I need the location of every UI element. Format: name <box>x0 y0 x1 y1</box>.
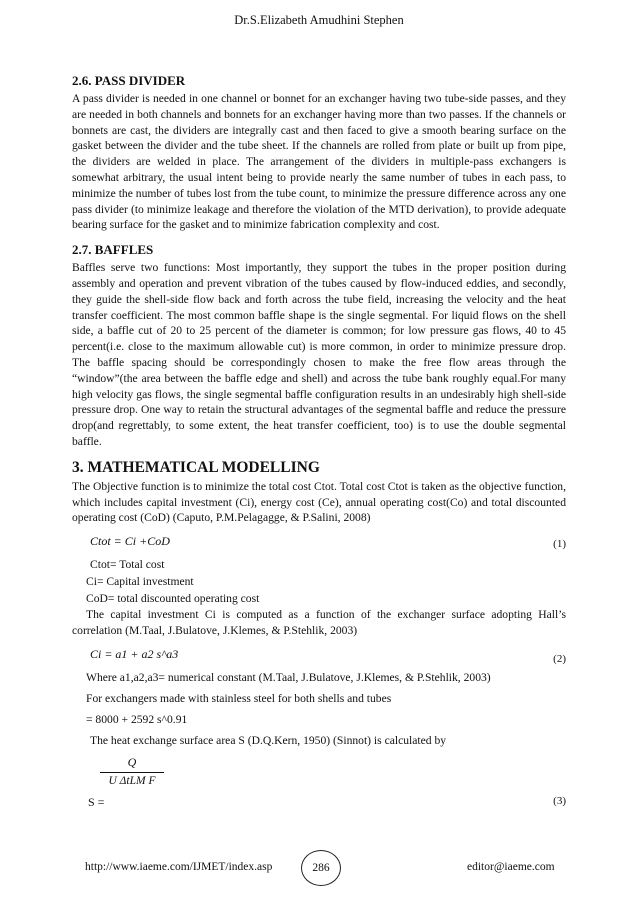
definition-total-cost: Ctot= Total cost <box>90 558 165 572</box>
equation-1-text: Ctot = Ci +CoD <box>90 534 170 549</box>
equation-1 <box>72 530 566 556</box>
section-2-7-body: Baffles serve two functions: Most importantly, they support the tubes in the proper position during assembly and operation and prevent vibration of the tubes caused by flow-induced eddies, and secondly, they guide the shell-side flow back and forth across the tube field, increasing the velocity and the heat transfer coefficient. The most common baffle shape is the single segmental. For liquid flows on the shell side, a baffle cut of 20 to 25 percent of the diameter is common; for low pressure gas flows, 40 to 45 percent(i.e. close to the maximum allowable cut) is more common, in order to minimize pressure drop. The baffle spacing should be correspondingly chosen to make the free flow areas through the “window”(the area between the baffle edge and shell) and across the tube bank roughly equal.For many high velocity gas flows, the single segmental baffle configuration results in an undesirably high shell-side pressure drop. One way to retain the structural advantages of the segmental baffle and reduce the pressure drop(and regrettably, to some extent, the heat transfer coefficient, too) is to use the double segmental baffle. <box>72 261 566 448</box>
where-constants-text: Where a1,a2,a3= numerical constant (M.Taal, J.Bulatove, J.Klemes, & P.Stehlik, 2003) <box>86 670 491 684</box>
definition-capital-investment: Ci= Capital investment <box>86 575 194 589</box>
equation-3-fraction <box>100 755 164 787</box>
stainless-steel-equation: = 8000 + 2592 s^0.91 <box>86 712 188 726</box>
capital-investment-text: The capital investment Ci is computed as a function of the exchanger surface adopting Hall’s correlation (M.Taal, J.Bulatove, J.Klemes, & P.Stehlik, 2003) <box>72 608 566 637</box>
surface-area-text: The heat exchange surface area S (D.Q.Kern, 1950) (Sinnot) is calculated by <box>90 733 447 747</box>
section-3-title: 3. MATHEMATICAL MODELLING <box>72 458 320 476</box>
page-content <box>72 72 566 813</box>
equation-3-numerator: Q <box>127 754 137 769</box>
stainless-steel-text: For exchangers made with stainless steel for both shells and tubes <box>86 691 392 705</box>
section-3-intro: The Objective function is to minimize the total cost Ctot. Total cost Ctot is taken as the objective function, which includes capital investment (Ci), energy cost (Ce), annual operating cost(Co) and total discounted operating cost (CoD) (Caputo, P.M.Pelagagge, & P.Salini, 2008) <box>72 479 566 525</box>
section-2-6-body: A pass divider is needed in one channel or bonnet for an exchanger having two tube-side passes, and they are needed in both channels and bonnets for an exchanger having more than two passes. If the channels or bonnets are cast, the dividers are integrally cast and then faced to give a smooth bearing surface on the gasket between the divider and the tube sheet. If the channels are rolled from plate or built up from pipe, the dividers are welded in place. The arrangement of the dividers in multiple-pass exchangers is somewhat arbitrary, the usual intent being to provide nearly the same number of tubes in each pass, to minimize the number of tubes lost from the tube count, to minimize the pressure difference across any one pass divider (to minimize leakage and therefore the violation of the MTD derivation), to provide adequate bearing surface for the gasket and to minimize fabrication complexity and cost. <box>72 92 566 232</box>
section-2-6-title: 2.6. PASS DIVIDER <box>72 73 186 88</box>
equation-3-denominator: U ΔtLM F <box>108 774 156 787</box>
page-footer <box>0 850 638 886</box>
equation-2 <box>72 641 566 669</box>
equation-2-text: Ci = a1 + a2 s^a3 <box>90 646 179 661</box>
page-header: Dr.S.Elizabeth Amudhini Stephen <box>234 13 404 27</box>
equation-3 <box>72 755 566 813</box>
equation-2-number: (2) <box>553 652 566 665</box>
definition-operating-cost: CoD= total discounted operating cost <box>86 592 260 606</box>
equation-3-lhs: S = <box>88 794 105 809</box>
footer-email-link[interactable]: editor@iaeme.com <box>467 861 555 873</box>
equation-1-number: (1) <box>553 538 566 551</box>
page-number-badge: 286 <box>301 850 341 886</box>
footer-url-link[interactable]: http://www.iaeme.com/IJMET/index.asp <box>85 861 273 873</box>
fraction-bar <box>100 772 164 773</box>
equation-3-number: (3) <box>553 794 566 807</box>
section-2-7-title: 2.7. BAFFLES <box>72 242 154 258</box>
